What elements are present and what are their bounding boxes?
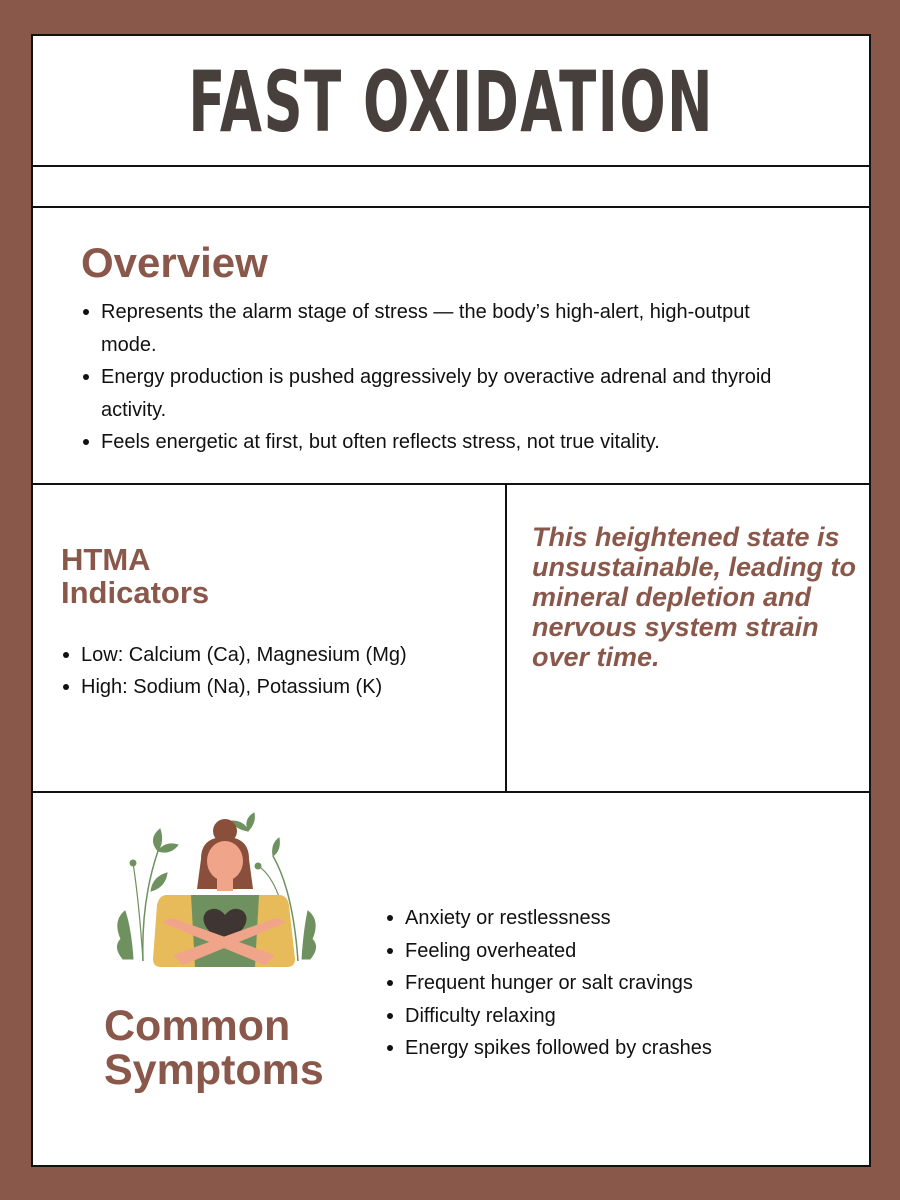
list-item: Feeling overheated xyxy=(385,935,712,968)
overview-list xyxy=(81,296,781,459)
list-item: Difficulty relaxing xyxy=(385,1000,712,1033)
list-item: Anxiety or restlessness xyxy=(385,902,712,935)
callout-quote: This heightened state is unsustainable, leading to mineral depletion and nervous system strain over time. xyxy=(532,522,857,672)
list-item: Frequent hunger or salt cravings xyxy=(385,967,712,1000)
symptoms-heading-line2: Symptoms xyxy=(104,1046,324,1094)
symptoms-list xyxy=(385,902,712,1065)
divider xyxy=(33,791,869,793)
symptoms-heading xyxy=(104,1004,324,1092)
overview-heading: Overview xyxy=(81,239,268,286)
htma-heading-line2: Indicators xyxy=(61,575,210,610)
list-item: Energy spikes followed by crashes xyxy=(385,1032,712,1065)
divider xyxy=(33,483,869,485)
divider xyxy=(33,206,869,208)
page-title: FAST OXIDATION xyxy=(188,52,714,151)
htma-list xyxy=(61,639,407,703)
symptoms-heading-line1: Common xyxy=(104,1002,291,1050)
divider xyxy=(33,165,869,167)
divider xyxy=(505,483,507,793)
htma-heading-line1: HTMA xyxy=(61,542,151,577)
infographic-card xyxy=(31,34,871,1167)
list-item: Represents the alarm stage of stress — the body’s high-alert, high-output mode. xyxy=(81,296,781,361)
list-item: High: Sodium (Na), Potassium (K) xyxy=(61,671,407,703)
htma-heading xyxy=(61,543,209,609)
list-item: Energy production is pushed aggressively by overactive adrenal and thyroid activity. xyxy=(81,361,781,426)
list-item: Feels energetic at first, but often reflects stress, not true vitality. xyxy=(81,426,781,459)
list-item: Low: Calcium (Ca), Magnesium (Mg) xyxy=(61,639,407,671)
title-banner xyxy=(33,36,869,167)
woman-hugging-heart-illustration xyxy=(113,811,328,971)
